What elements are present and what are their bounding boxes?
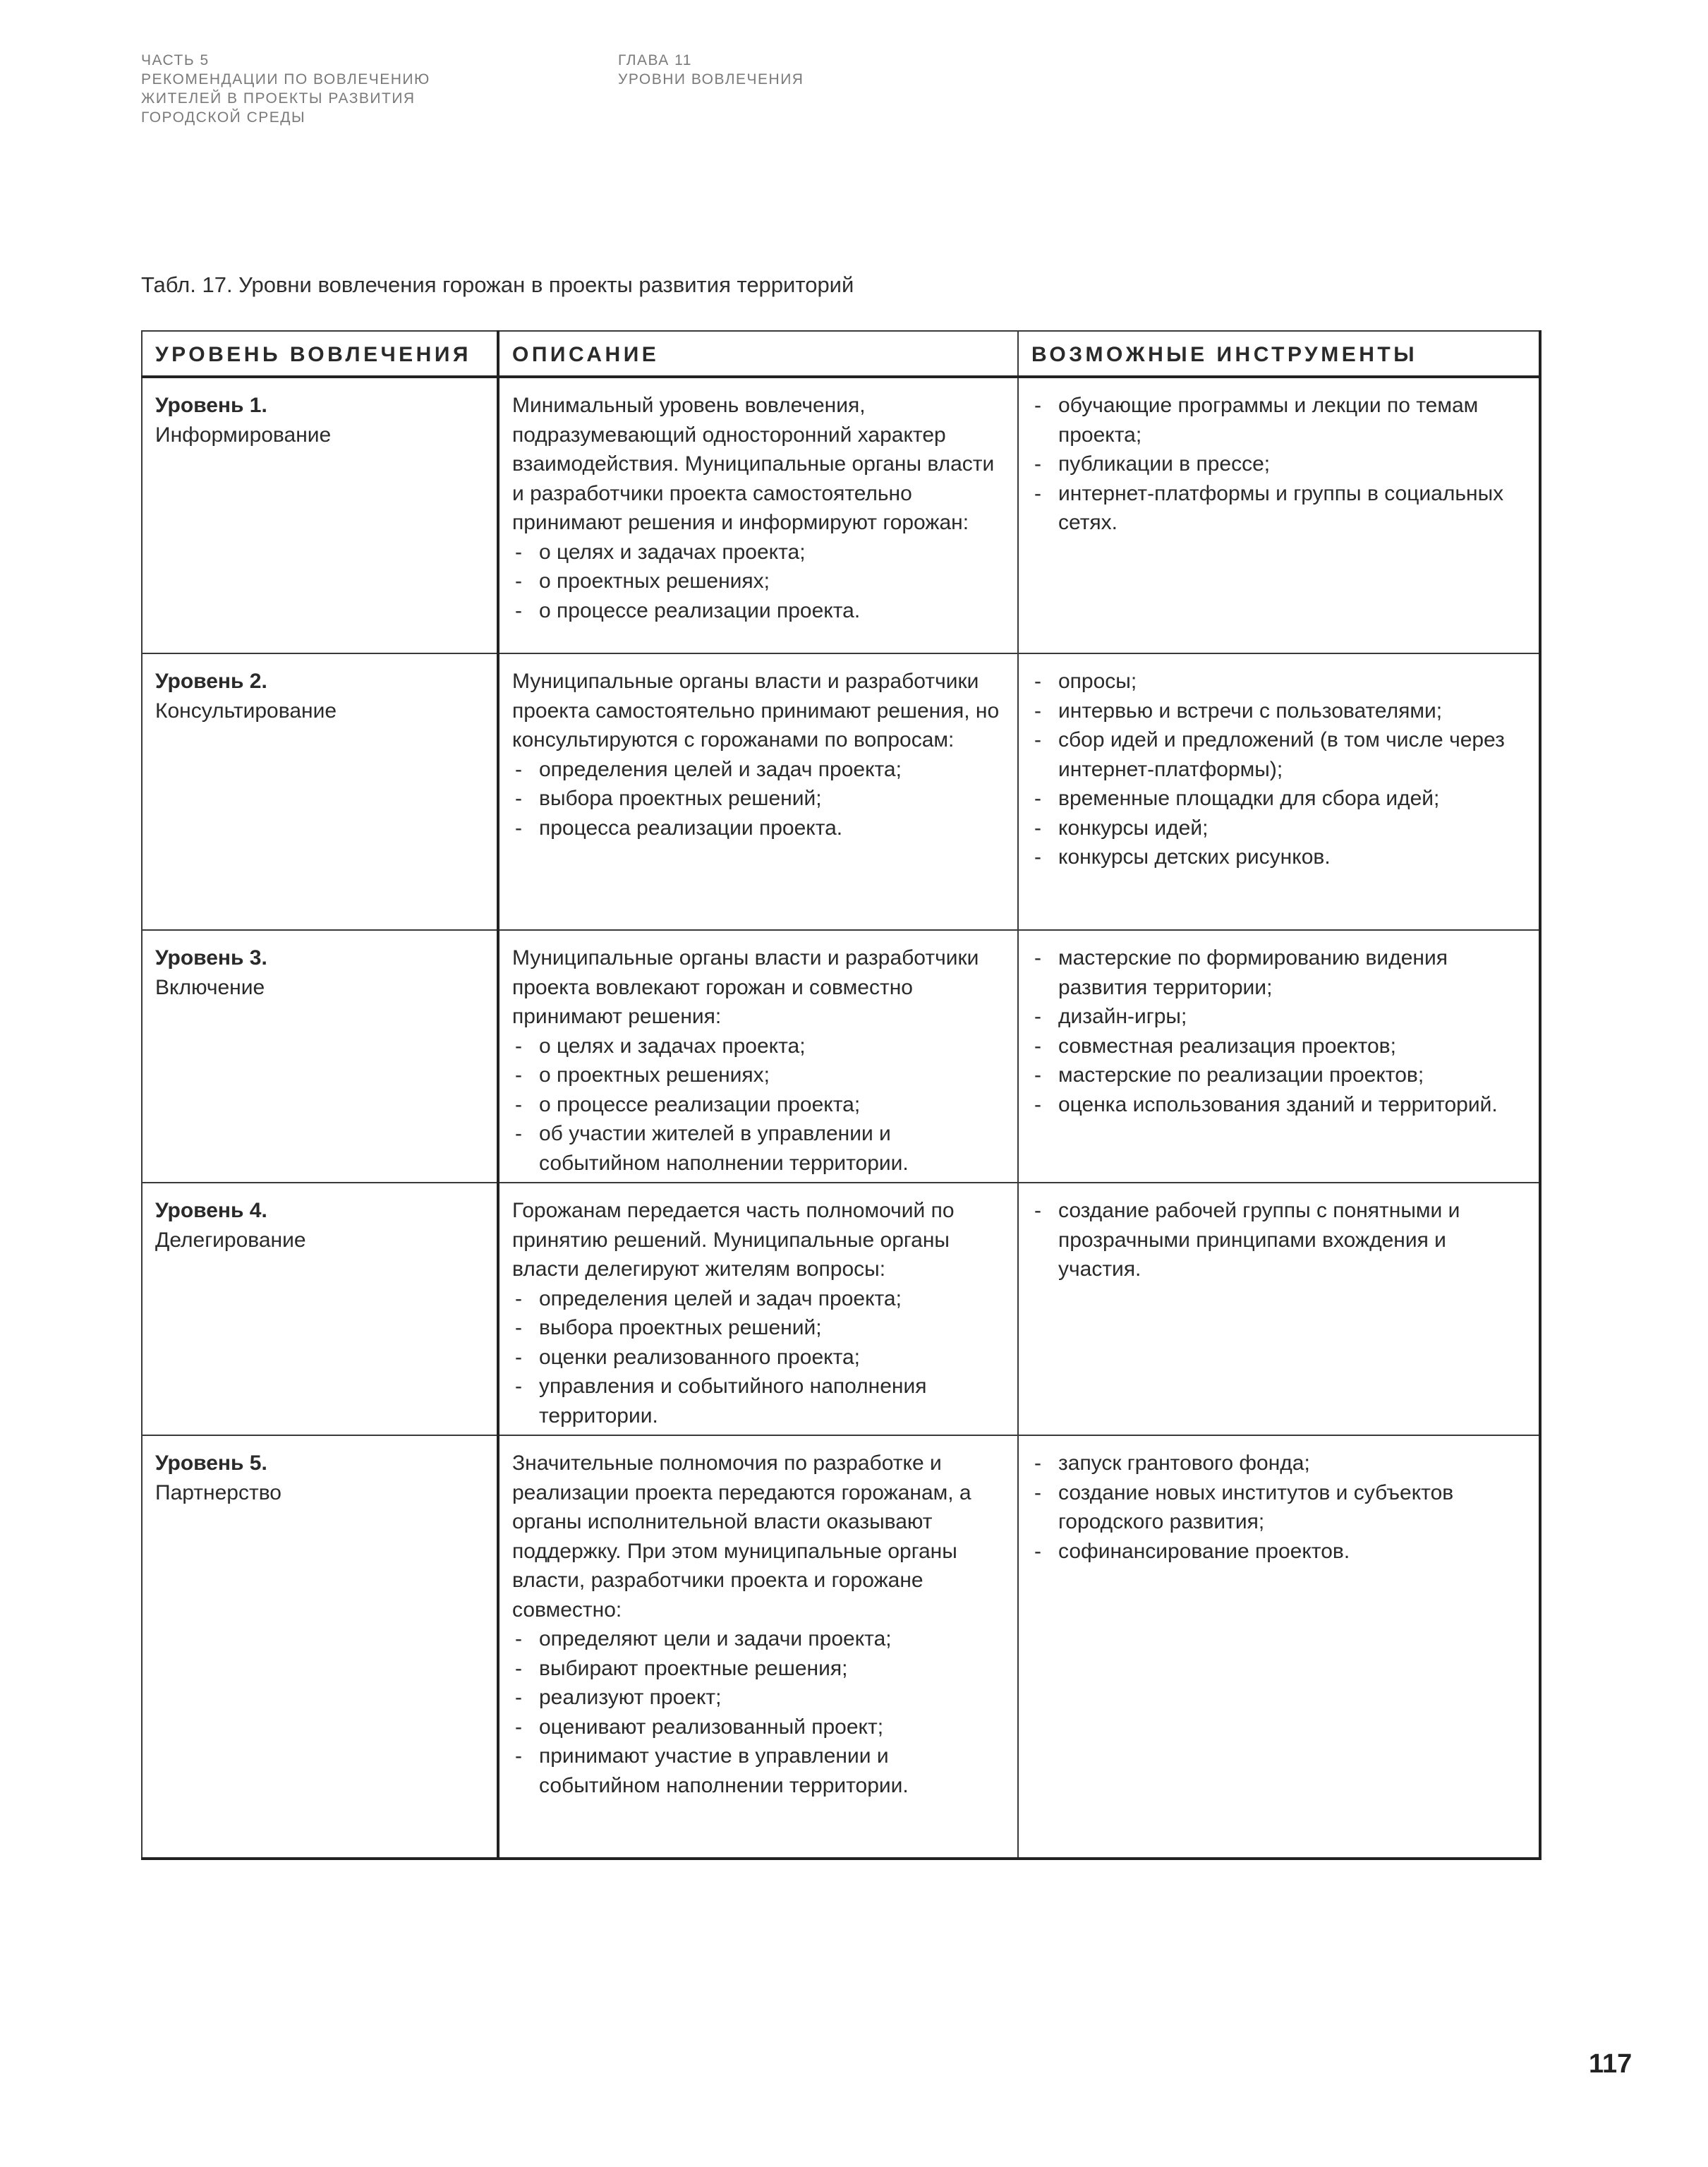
- description-text: Муниципальные органы власти и разработчики проекта вовлекают горожан и совместно принимают решения:: [512, 946, 979, 1028]
- description-cell: [498, 653, 1018, 930]
- list-item: - процесса реализации проекта.: [512, 814, 1005, 843]
- description-cell: [498, 1183, 1018, 1435]
- level-cell: [142, 653, 498, 930]
- list-item: - мастерские по реализации проектов;: [1031, 1061, 1526, 1090]
- tools-cell: [1018, 930, 1540, 1183]
- level-cell: [142, 1435, 498, 1859]
- list-item: - интервью и встречи с пользователями;: [1031, 696, 1526, 726]
- list-item: - определяют цели и задачи проекта;: [512, 1624, 1005, 1654]
- list-item: - о процессе реализации проекта.: [512, 596, 1005, 626]
- list-item: - сбор идей и предложений (в том числе через интернет-платформы);: [1031, 725, 1526, 784]
- tools-cell: [1018, 1435, 1540, 1859]
- header-line: УРОВНИ ВОВЛЕЧЕНИЯ: [618, 71, 804, 87]
- table-caption: Табл. 17. Уровни вовлечения горожан в проекты развития территорий: [141, 272, 854, 297]
- description-cell: [498, 1435, 1018, 1859]
- page-number: 117: [1589, 2049, 1633, 2079]
- level-cell: [142, 930, 498, 1183]
- list-item: - создание новых институтов и субъектов городского развития;: [1031, 1478, 1526, 1537]
- list-item: - определения целей и задач проекта;: [512, 755, 1005, 785]
- description-text: Муниципальные органы власти и разработчики проекта самостоятельно принимают решения, но консультируются с горожанами по вопросам:: [512, 670, 1000, 751]
- list-item: - о целях и задачах проекта;: [512, 538, 1005, 567]
- description-list: [512, 538, 1005, 626]
- description-list: [512, 1284, 1005, 1431]
- description-text: Горожанам передается часть полномочий по принятию решений. Муниципальные органы власти делегируют жителям вопросы:: [512, 1199, 955, 1281]
- running-header-chapter: [618, 51, 804, 89]
- list-item: - принимают участие в управлении и событийном наполнении территории.: [512, 1742, 1005, 1800]
- description-list: [512, 1624, 1005, 1800]
- level-number: Уровень 2.: [155, 670, 267, 693]
- list-item: - оценка использования зданий и территорий.: [1031, 1090, 1526, 1120]
- tools-cell: [1018, 653, 1540, 930]
- tools-cell: [1018, 377, 1540, 653]
- list-item: - оценивают реализованный проект;: [512, 1713, 1005, 1742]
- list-item: - управления и событийного наполнения территории.: [512, 1372, 1005, 1430]
- level-number: Уровень 3.: [155, 946, 267, 970]
- list-item: - опросы;: [1031, 667, 1526, 696]
- description-text: Значительные полномочия по разработке и реализации проекта передаются горожанам, а органы исполнительной власти оказывают поддержку. При этом муниципальные органы власти, разработчики проекта и горожане совместно:: [512, 1451, 971, 1622]
- list-item: - софинансирование проектов.: [1031, 1537, 1526, 1567]
- list-item: - выбора проектных решений;: [512, 1313, 1005, 1343]
- list-item: - оценки реализованного проекта;: [512, 1343, 1005, 1372]
- level-name: Делегирование: [155, 1228, 306, 1252]
- column-header-tools: ВОЗМОЖНЫЕ ИНСТРУМЕНТЫ: [1018, 331, 1540, 377]
- tools-list: [1031, 667, 1526, 872]
- list-item: - конкурсы детских рисунков.: [1031, 843, 1526, 872]
- list-item: - об участии жителей в управлении и событийном наполнении территории.: [512, 1119, 1005, 1178]
- list-item: - временные площадки для сбора идей;: [1031, 784, 1526, 814]
- list-item: - запуск грантового фонда;: [1031, 1449, 1526, 1478]
- header-line: ГЛАВА 11: [618, 52, 692, 68]
- list-item: - дизайн-игры;: [1031, 1002, 1526, 1032]
- table-row: [142, 653, 1540, 930]
- level-name: Включение: [155, 975, 265, 999]
- table-row: [142, 1183, 1540, 1435]
- list-item: - о процессе реализации проекта;: [512, 1090, 1005, 1120]
- list-item: - о проектных решениях;: [512, 567, 1005, 596]
- level-name: Информирование: [155, 423, 332, 447]
- tools-list: [1031, 1196, 1526, 1284]
- list-item: - мастерские по формированию видения развития территории;: [1031, 943, 1526, 1002]
- tools-list: [1031, 391, 1526, 538]
- table-row: [142, 377, 1540, 653]
- header-line: ЧАСТЬ 5: [141, 52, 210, 68]
- column-header-level: УРОВЕНЬ ВОВЛЕЧЕНИЯ: [142, 331, 498, 377]
- description-list: [512, 1032, 1005, 1178]
- level-cell: [142, 1183, 498, 1435]
- list-item: - определения целей и задач проекта;: [512, 1284, 1005, 1314]
- table-header-row: [142, 331, 1540, 377]
- list-item: - о проектных решениях;: [512, 1061, 1005, 1090]
- list-item: - совместная реализация проектов;: [1031, 1032, 1526, 1061]
- tools-list: [1031, 943, 1526, 1119]
- tools-cell: [1018, 1183, 1540, 1435]
- level-name: Партнерство: [155, 1480, 281, 1504]
- list-item: - публикации в прессе;: [1031, 449, 1526, 479]
- list-item: - создание рабочей группы с понятными и прозрачными принципами вхождения и участия.: [1031, 1196, 1526, 1284]
- header-line: ЖИТЕЛЕЙ В ПРОЕКТЫ РАЗВИТИЯ: [141, 90, 416, 107]
- list-item: - интернет-платформы и группы в социальных сетях.: [1031, 479, 1526, 538]
- tools-list: [1031, 1449, 1526, 1566]
- header-line: ГОРОДСКОЙ СРЕДЫ: [141, 109, 306, 126]
- running-header-part: [141, 51, 430, 127]
- list-item: - реализуют проект;: [512, 1683, 1005, 1713]
- column-header-description: ОПИСАНИЕ: [498, 331, 1018, 377]
- list-item: - выбирают проектные решения;: [512, 1654, 1005, 1684]
- description-cell: [498, 930, 1018, 1183]
- level-number: Уровень 5.: [155, 1451, 267, 1475]
- level-cell: [142, 377, 498, 653]
- level-number: Уровень 1.: [155, 394, 267, 417]
- level-number: Уровень 4.: [155, 1199, 267, 1222]
- description-cell: [498, 377, 1018, 653]
- list-item: - выбора проектных решений;: [512, 784, 1005, 814]
- list-item: - конкурсы идей;: [1031, 814, 1526, 843]
- list-item: - о целях и задачах проекта;: [512, 1032, 1005, 1061]
- engagement-levels-table: [141, 330, 1542, 1860]
- description-text: Минимальный уровень вовлечения, подразумевающий односторонний характер взаимодействия. Муниципальные органы власти и разработчики проекта самостоятельно принимают решения и информируют горожан:: [512, 394, 995, 534]
- list-item: - обучающие программы и лекции по темам проекта;: [1031, 391, 1526, 449]
- description-list: [512, 755, 1005, 843]
- table-row: [142, 930, 1540, 1183]
- table-row: [142, 1435, 1540, 1859]
- level-name: Консультирование: [155, 699, 337, 723]
- header-line: РЕКОМЕНДАЦИИ ПО ВОВЛЕЧЕНИЮ: [141, 71, 430, 87]
